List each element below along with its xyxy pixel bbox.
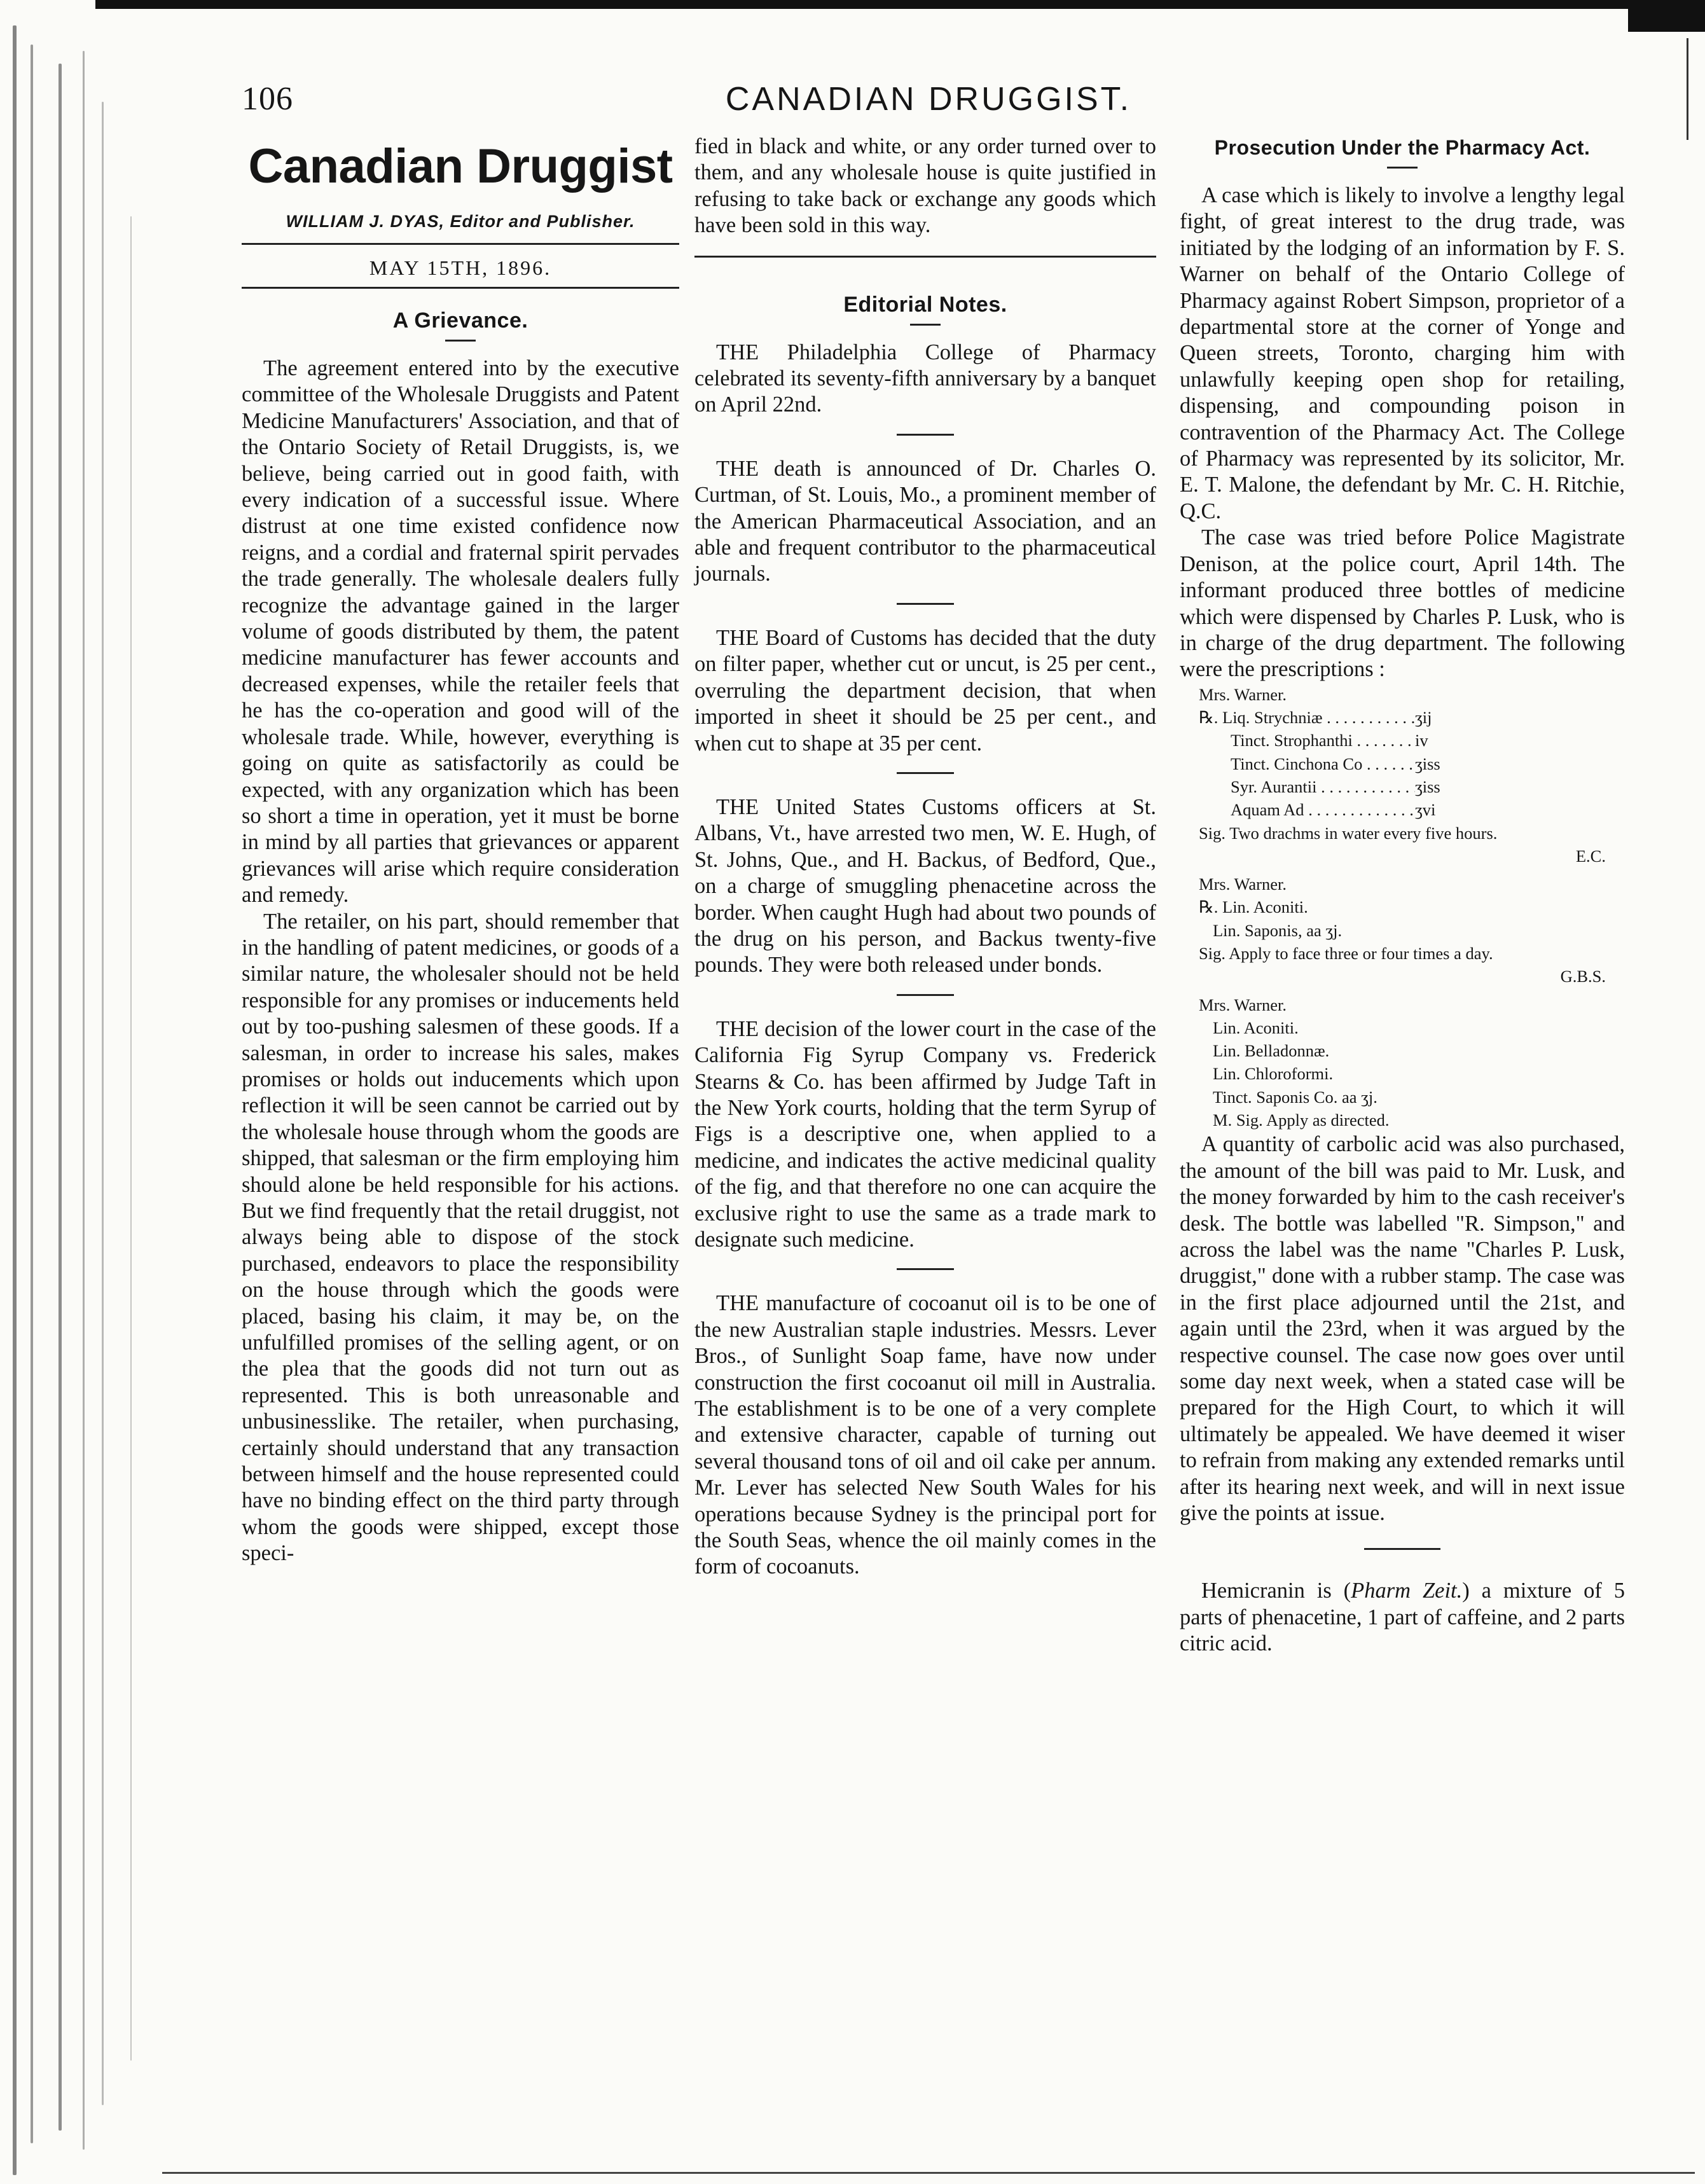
grievance-heading: A Grievance. bbox=[392, 308, 528, 333]
heading-dash bbox=[1387, 167, 1418, 169]
note-separator bbox=[897, 772, 954, 774]
prosecution-heading: Prosecution Under the Pharmacy Act. bbox=[1214, 136, 1591, 159]
scan-top-border bbox=[95, 0, 1705, 9]
note-item: THE United States Customs officers at St. Albans, Vt., have arrested two men, W. E. Hugh, of St. Johns, Que., and H. Backus, of Bedford, Que., on a charge of smuggling phenacetine across the border. When caught Hugh had about two pounds of the drug on his person, and Backus twenty-five pounds. They were both released under bonds. bbox=[694, 794, 1156, 978]
rx-line: ℞. Lin. Aconiti. bbox=[1199, 897, 1308, 917]
bottom-rule bbox=[162, 2172, 1695, 2174]
note-item: THE manufacture of cocoanut oil is to be one of the new Australian staple industries. Messrs. Lever Bros., of Sunlight Soap fame, have now under construction the first cocoanut oil mill in Australia. The establishment is to be one of a very complete and extensive character, capable of turning out several thousand tons of oil and oil cake per annum. Mr. Lever has selected New South Wales for his operations because Sydney is the principal port for the South Seas, whence the oil mainly comes in the form of cocoanuts. bbox=[694, 1291, 1156, 1579]
column-left bbox=[242, 134, 679, 1567]
grievance-continuation: fied in black and white, or any order turned over to them, and any wholesale house is quite justified in refusing to take back or exchange any goods which have been sold in this way. bbox=[694, 134, 1156, 238]
column-right bbox=[1180, 134, 1625, 1657]
section-rule bbox=[694, 256, 1156, 258]
editorial-notes-heading: Editorial Notes. bbox=[843, 292, 1007, 317]
hemicranin-note: Hemicranin is (Pharm Zeit.) a mixture of 5 parts of phenacetine, 1 part of caffeine, and 2 parts citric acid. bbox=[1180, 1579, 1625, 1656]
rx-sig: Sig. Apply to face three or four times a day. bbox=[1199, 943, 1493, 963]
note-separator bbox=[1364, 1548, 1440, 1550]
prosecution-paragraph: A case which is likely to involve a lengthy legal fight, of great interest to the drug trade, was initiated by the lodging of an information by F. S. Warner on behalf of the Ontario College of Pharmacy against Robert Simpson, proprietor of a departmental store at the corner of Yonge and Queen streets, Toronto, charging him with unlawfully keeping open shop for retailing, dispensing, and compounding poison in contravention of the Pharmacy Act. The College of Pharmacy was represented by its solicitor, Mr. E. T. Malone, the defendant by Mr. C. H. Ritchie, Q.C. bbox=[1180, 183, 1625, 523]
rx-line: Lin. Chloroformi. bbox=[1213, 1064, 1334, 1084]
rx-patient: Mrs. Warner. bbox=[1199, 874, 1287, 894]
note-separator bbox=[897, 994, 954, 996]
rx-initials: E.C. bbox=[1575, 846, 1606, 866]
citation: Pharm Zeit. bbox=[1351, 1579, 1463, 1603]
rx-line: Aquam Ad . . . ʒvi bbox=[1180, 798, 1625, 821]
scan-right-edge bbox=[1687, 38, 1688, 140]
heading-dash bbox=[445, 340, 476, 342]
running-title: CANADIAN DRUGGIST. bbox=[725, 81, 1132, 118]
scan-corner-mark bbox=[1628, 0, 1705, 32]
note-item: THE decision of the lower court in the case of the California Fig Syrup Company vs. Frederick Stearns & Co. has been affirmed by Judge Taft in the New York courts, holding that the term Syrup of Figs is a descriptive one, when applied to a medicine, and indicates the active medicinal quality of the fig, and that therefore no one can acquire the exclusive right to use the same as a trade mark to designate such medicine. bbox=[694, 1016, 1156, 1252]
grievance-paragraph: The agreement entered into by the executive committee of the Wholesale Druggists and Patent Medicine Manufacturers' Association, and that of the Ontario Society of Retail Druggists, is, we believe, being carried out in good faith, with every indication of a successful issue. Where distrust at one time existed confidence now reigns, and a cordial and fraternal spirit pervades the trade generally. The wholesale dealers fully recognize the advantage gained in the larger volume of goods distributed by them, the patent medicine manufacturer has fewer accounts and decreased expenses, while the retailer feels that he has the co-operation and good will of the wholesale trade. While, however, everything is going on quite as satisfactorily as could be expected, with any organization which has been so short a time in operation, yet it must be borne in mind by all parties that grievances or apparent grievances will arise which require consideration and remedy. bbox=[242, 356, 679, 908]
rx-line: Tinct. Saponis Co. aa ʒj. bbox=[1213, 1087, 1377, 1107]
masthead-title: Canadian Druggist bbox=[248, 139, 673, 193]
issue-date: MAY 15TH, 1896. bbox=[369, 256, 552, 279]
column-middle bbox=[694, 134, 1156, 1580]
rx-patient: Mrs. Warner. bbox=[1199, 995, 1287, 1014]
note-item: THE death is announced of Dr. Charles O. Curtman, of St. Louis, Mo., a prominent member of the American Pharmaceutical Association, and an able and frequent contributor to the pharmaceutical journals. bbox=[694, 456, 1156, 586]
masthead-rule bbox=[242, 243, 679, 245]
editor-line: WILLIAM J. DYAS, Editor and Publisher. bbox=[286, 212, 635, 231]
rx-initials: G.B.S. bbox=[1560, 967, 1606, 986]
note-separator bbox=[897, 434, 954, 436]
note-separator bbox=[897, 1268, 954, 1270]
rx-line: ℞. Liq. Strychniæ . . . ʒij bbox=[1180, 706, 1625, 729]
note-item: THE Board of Customs has decided that the duty on filter paper, whether cut or uncut, is 25 per cent., overruling the department decision, that when imported in sheet it should be 25 per cent., and when cut to shape at 35 per cent. bbox=[694, 625, 1156, 756]
rx-line: Lin. Belladonnæ. bbox=[1213, 1041, 1330, 1061]
note-separator bbox=[897, 603, 954, 605]
page-header bbox=[242, 75, 1615, 126]
rx-line: Tinct. Strophanthi . . . iv bbox=[1180, 729, 1625, 752]
date-rule bbox=[242, 287, 679, 289]
rx-patient: Mrs. Warner. bbox=[1199, 684, 1287, 704]
rx-line: M. Sig. Apply as directed. bbox=[1213, 1110, 1390, 1130]
rx-sig: Sig. Two drachms in water every five hours. bbox=[1199, 823, 1498, 843]
page-number: 106 bbox=[242, 81, 293, 117]
grievance-paragraph: The retailer, on his part, should remember that in the handling of patent medicines, or goods of a similar nature, the wholesaler should not be held responsible for any promises or inducements held out by too-pushing salesmen of these goods. If a salesman, in order to increase his sales, makes promises or holds out inducements which upon reflection it will be seen cannot be carried out by the wholesale house through whom the goods are shipped, that salesman or the firm employing him should alone be held responsible for his actions. But we find frequently that the retail druggist, not always being able to dispose of the stock purchased, endeavors to place the responsibility on the house through which the goods were placed, basing his claim, it may be, on the unfulfilled promises of the selling agent, or on the plea that the goods did not turn out as represented. This is both unreasonable and unbusinesslike. The retailer, when purchasing, certainly should understand that any transaction between himself and the house represented could have no binding effect on the third party through whom the goods were shipped, except those speci- bbox=[242, 909, 679, 1566]
prosecution-paragraph: A quantity of carbolic acid was also purchased, the amount of the bill was paid to Mr. Lusk, and the money forwarded by him to the cash receiver's desk. The bottle was labelled "R. Simpson," and across the label was the name "Charles P. Lusk, druggist," done with a rubber stamp. The case was in the first place adjourned until the 21st, and again until the 23rd, when it was argued by the respective counsel. The case now goes over until some day next week, when a stated case will be prepared for the High Court, to which it will ultimately be appealed. We have deemed it wiser to refrain from making any extended remarks until after its hearing next week, and will in next issue give the points at issue. bbox=[1180, 1132, 1625, 1526]
prescription-block bbox=[1180, 683, 1625, 1132]
scan-binding-edge bbox=[0, 25, 146, 2175]
rx-line: Lin. Aconiti. bbox=[1213, 1018, 1299, 1037]
rx-line: Lin. Saponis, aa ʒj. bbox=[1213, 920, 1343, 940]
rx-line: Tinct. Cinchona Co . . . ʒiss bbox=[1180, 752, 1625, 775]
rx-line: Syr. Aurantii . . . ʒiss bbox=[1180, 775, 1625, 798]
heading-dash bbox=[910, 324, 941, 326]
note-item: THE Philadelphia College of Pharmacy celebrated its seventy-fifth anniversary by a banquet on April 22nd. bbox=[694, 340, 1156, 417]
prosecution-paragraph: The case was tried before Police Magistrate Denison, at the police court, April 14th. The informant produced three bottles of medicine which were dispensed by Charles P. Lusk, who is in charge of the drug department. The following were the prescriptions : bbox=[1180, 525, 1625, 682]
